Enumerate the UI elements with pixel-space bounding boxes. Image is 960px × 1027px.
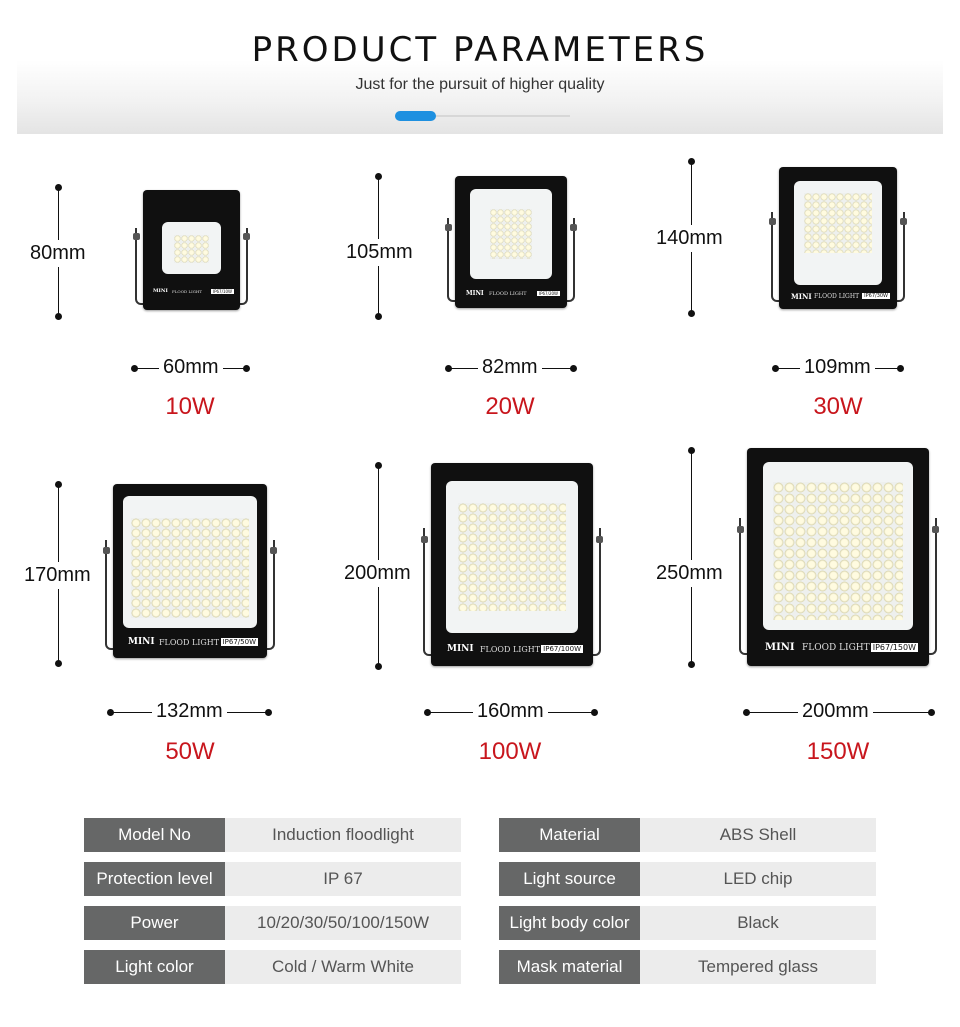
flood-light-image [455, 176, 567, 308]
dimension-endpoint [928, 709, 935, 716]
spec-row [84, 906, 461, 940]
dimension-endpoint [243, 365, 250, 372]
bracket-knob [769, 218, 776, 225]
led-panel [794, 181, 882, 285]
spec-row [499, 950, 876, 984]
rating-tag: IP67/100W [543, 645, 581, 653]
rating-tag: IP67/50W [222, 638, 256, 646]
rating-tag: IP67/30W [864, 293, 888, 299]
spec-row [499, 862, 876, 896]
height-dimension-line [691, 450, 692, 664]
dimension-endpoint [688, 447, 695, 454]
spec-value: LED chip [640, 862, 876, 896]
dimension-endpoint [424, 709, 431, 716]
brand-subtext: FLOOD LIGHT [172, 289, 203, 294]
dimension-endpoint [131, 365, 138, 372]
dimension-endpoint [375, 313, 382, 320]
dimension-endpoint [55, 660, 62, 667]
spec-key: Protection level [84, 862, 225, 896]
dimension-endpoint [570, 365, 577, 372]
led-panel [123, 496, 257, 628]
led-panel [470, 189, 552, 279]
dimension-endpoint [55, 481, 62, 488]
bracket-knob [596, 536, 603, 543]
dimension-endpoint [897, 365, 904, 372]
spec-row [499, 818, 876, 852]
flood-light-image [113, 484, 267, 658]
height-label: 170mm [24, 562, 91, 589]
dimension-endpoint [375, 173, 382, 180]
power-label: 150W [806, 738, 870, 765]
power-label: 50W [165, 738, 215, 765]
spec-value: ABS Shell [640, 818, 876, 852]
spec-value: Black [640, 906, 876, 940]
spec-key: Power [84, 906, 225, 940]
bracket-knob [103, 547, 110, 554]
power-label: 100W [478, 738, 542, 765]
bracket-knob [900, 218, 907, 225]
dimension-endpoint [107, 709, 114, 716]
power-label: 30W [813, 393, 863, 420]
dimension-endpoint [55, 184, 62, 191]
carousel-indicator[interactable] [395, 111, 436, 121]
page-title: PRODUCT PARAMETERS [251, 30, 709, 70]
dimension-endpoint [265, 709, 272, 716]
bracket-knob [570, 224, 577, 231]
brand-subtext: FLOOD LIGHT [489, 291, 527, 297]
dimension-endpoint [688, 310, 695, 317]
led-array [490, 209, 532, 259]
bracket-knob [270, 547, 277, 554]
flood-light-image [431, 463, 593, 666]
spec-key: Light body color [499, 906, 640, 940]
flood-light-image [779, 167, 897, 309]
brand-subtext: FLOOD LIGHT [814, 293, 860, 300]
brand-text: MINI [466, 290, 484, 297]
led-array [174, 235, 209, 263]
spec-row [84, 862, 461, 896]
power-label: 10W [165, 393, 215, 420]
dimension-endpoint [772, 365, 779, 372]
bracket-knob [243, 233, 250, 240]
rating-tag: IP67/10W [212, 289, 232, 294]
width-label: 200mm [798, 700, 873, 723]
height-label: 140mm [656, 225, 723, 252]
brand-subtext: FLOOD LIGHT [159, 638, 220, 647]
spec-key: Model No [84, 818, 225, 852]
spec-row [84, 818, 461, 852]
brand-subtext: FLOOD LIGHT [802, 643, 870, 653]
led-panel [446, 481, 578, 633]
dimension-endpoint [591, 709, 598, 716]
spec-value: 10/20/30/50/100/150W [225, 906, 461, 940]
dimension-endpoint [375, 663, 382, 670]
dimension-endpoint [55, 313, 62, 320]
page-subtitle: Just for the pursuit of higher quality [355, 76, 605, 93]
width-label: 60mm [159, 356, 223, 379]
height-label: 200mm [344, 560, 411, 587]
width-label: 109mm [800, 356, 875, 379]
led-array [773, 482, 903, 620]
height-label: 250mm [656, 560, 723, 587]
height-label: 80mm [30, 240, 86, 267]
spec-row [84, 950, 461, 984]
rating-tag: IP67/150W [872, 643, 916, 652]
flood-light-image [747, 448, 929, 666]
dimension-endpoint [743, 709, 750, 716]
spec-value: IP 67 [225, 862, 461, 896]
rating-tag: IP67/20W [538, 291, 558, 296]
bracket-knob [421, 536, 428, 543]
brand-subtext: FLOOD LIGHT [480, 645, 541, 654]
dimension-endpoint [688, 158, 695, 165]
bracket-knob [737, 526, 744, 533]
led-array [804, 193, 872, 253]
led-panel [162, 222, 221, 274]
led-array [131, 518, 249, 618]
led-array [458, 503, 566, 611]
width-label: 82mm [478, 356, 542, 379]
bracket-knob [445, 224, 452, 231]
spec-key: Mask material [499, 950, 640, 984]
header-banner [17, 60, 943, 134]
dimension-endpoint [375, 462, 382, 469]
brand-text: MINI [153, 288, 168, 294]
power-label: 20W [485, 393, 535, 420]
spec-key: Material [499, 818, 640, 852]
flood-light-image [143, 190, 240, 310]
width-label: 160mm [473, 700, 548, 723]
brand-text: MINI [447, 644, 474, 654]
dimension-endpoint [688, 661, 695, 668]
brand-text: MINI [128, 637, 155, 647]
led-panel [763, 462, 913, 630]
spec-value: Cold / Warm White [225, 950, 461, 984]
brand-text: MINI [791, 292, 812, 301]
width-label: 132mm [152, 700, 227, 723]
bracket-knob [133, 233, 140, 240]
spec-value: Tempered glass [640, 950, 876, 984]
bracket-knob [932, 526, 939, 533]
dimension-endpoint [445, 365, 452, 372]
height-label: 105mm [346, 239, 413, 266]
brand-text: MINI [765, 642, 795, 653]
spec-row [499, 906, 876, 940]
spec-key: Light source [499, 862, 640, 896]
spec-key: Light color [84, 950, 225, 984]
spec-value: Induction floodlight [225, 818, 461, 852]
